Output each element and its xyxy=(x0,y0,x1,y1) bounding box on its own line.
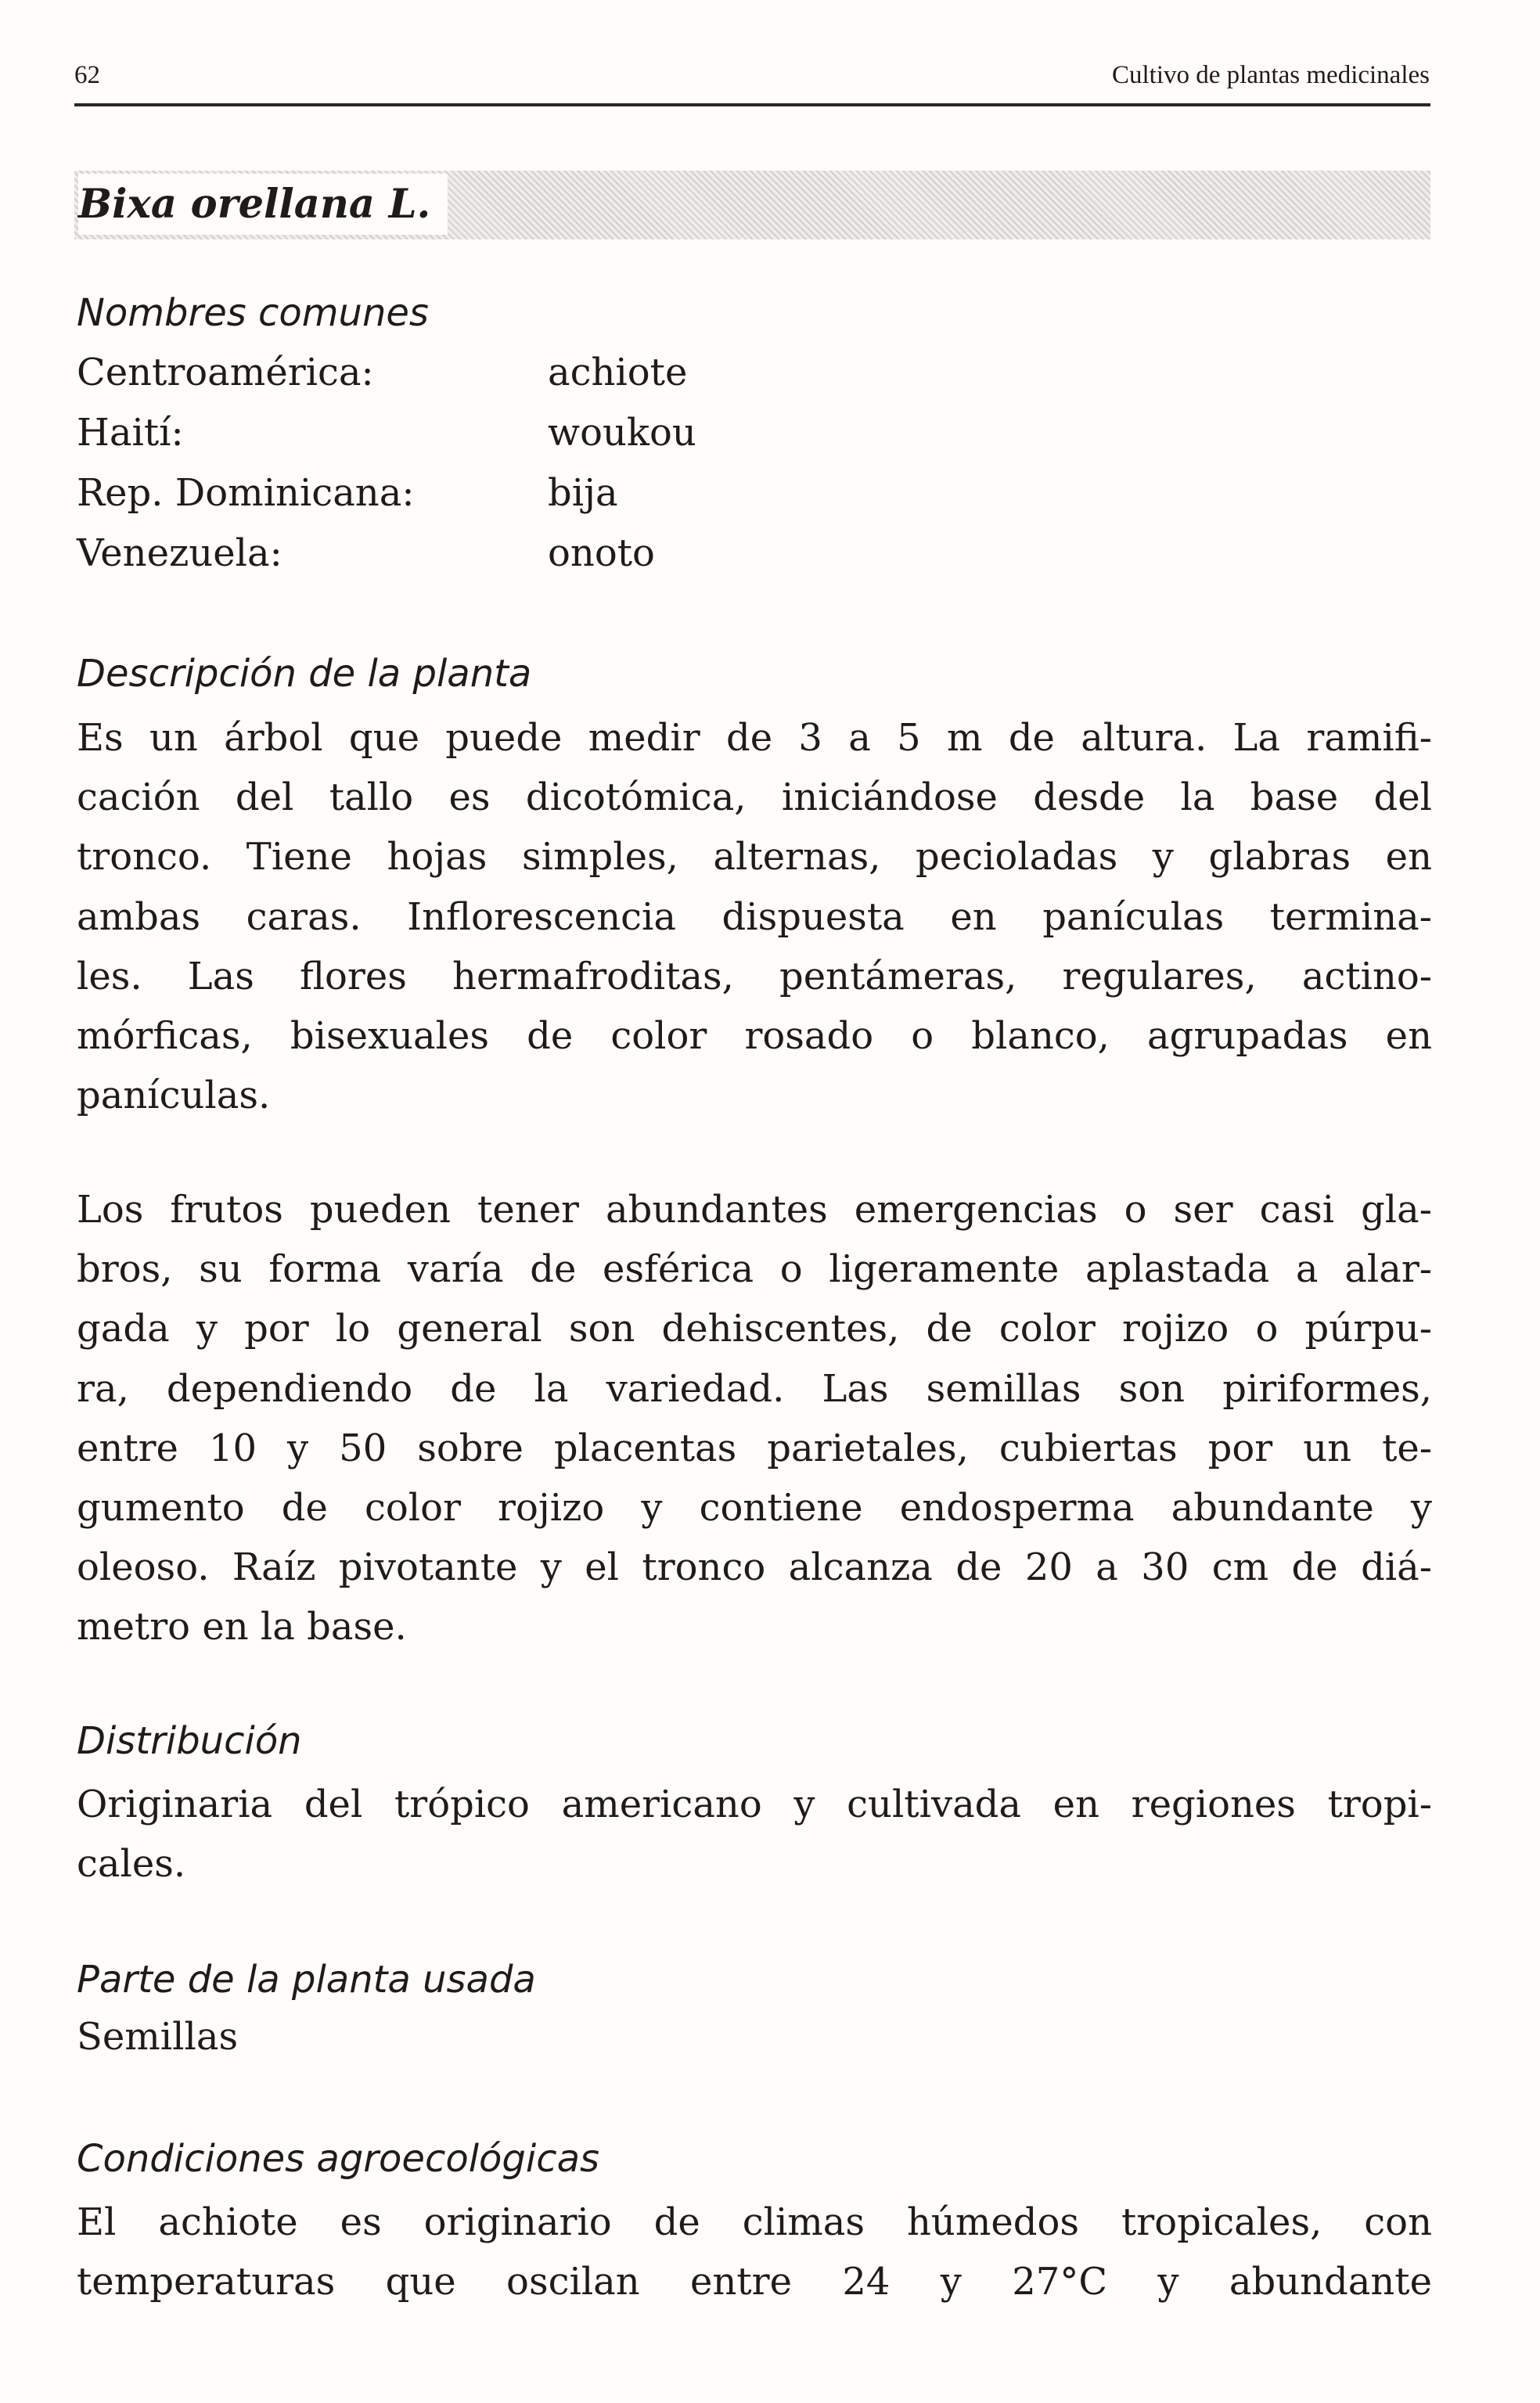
text-line: cación del tallo es dicotómica, iniciándose desde la base del xyxy=(77,775,1432,820)
text-line: les. Las flores hermafroditas, pentámeras, regulares, actino- xyxy=(77,954,1432,998)
name-value: onoto xyxy=(548,531,655,575)
description-heading: Descripción de la planta xyxy=(77,652,532,696)
page-header xyxy=(74,55,1430,102)
name-region: Haití: xyxy=(77,411,184,455)
text-line: Es un árbol que puede medir de 3 a 5 m de altura. La ramifi- xyxy=(77,716,1432,760)
name-region: Centroamérica: xyxy=(77,351,374,394)
name-value: achiote xyxy=(548,351,688,394)
text-line: gada y por lo general son dehiscentes, de color rojizo o púrpu- xyxy=(77,1307,1432,1351)
header-rule xyxy=(74,103,1430,106)
running-head: Cultivo de plantas medicinales xyxy=(1112,61,1430,89)
name-value: woukou xyxy=(548,411,696,455)
text-line: gumento de color rojizo y contiene endosperma abundante y xyxy=(77,1485,1432,1530)
text-line: entre 10 y 50 sobre placentas parietales, cubiertas por un te- xyxy=(77,1426,1432,1470)
species-title: Bixa orellana L. xyxy=(78,174,448,235)
text-line: cales. xyxy=(77,1842,186,1887)
text-line: panículas. xyxy=(77,1074,271,1118)
name-value: bija xyxy=(548,471,618,515)
text-line: El achiote es originario de climas húmedos tropicales, con xyxy=(77,2200,1432,2244)
text-line: oleoso. Raíz pivotante y el tronco alcanza de 20 a 30 cm de diá- xyxy=(77,1545,1432,1590)
distribution-heading: Distribución xyxy=(77,1719,302,1763)
text-line: mórficas, bisexuales de color rosado o blanco, agrupadas en xyxy=(77,1013,1432,1058)
text-line: temperaturas que oscilan entre 24 y 27°C y abundante xyxy=(77,2260,1432,2304)
description-paragraph-2 xyxy=(77,1180,1432,1657)
text-line: Los frutos pueden tener abundantes emergencias o ser casi gla- xyxy=(77,1188,1432,1232)
text-line: Originaria del trópico americano y cultivada en regiones tropi- xyxy=(77,1782,1432,1826)
part-used-text: Semillas xyxy=(77,2015,239,2059)
text-line: ra, dependiendo de la variedad. Las semillas son piriformes, xyxy=(77,1366,1432,1411)
text-line: tronco. Tiene hojas simples, alternas, pecioladas y glabras en xyxy=(77,835,1432,880)
part-used-heading: Parte de la planta usada xyxy=(77,1958,536,2002)
page-number: 62 xyxy=(74,61,100,89)
text-line: bros, su forma varía de esférica o ligeramente aplastada a alar- xyxy=(77,1247,1432,1292)
text-line: ambas caras. Inflorescencia dispuesta en panículas termina- xyxy=(77,894,1432,939)
agro-conditions-heading: Condiciones agroecológicas xyxy=(77,2137,600,2181)
name-region: Venezuela: xyxy=(77,531,282,575)
common-names-heading: Nombres comunes xyxy=(77,291,429,335)
text-line: metro en la base. xyxy=(77,1605,407,1649)
description-paragraph-1 xyxy=(77,708,1432,1125)
name-region: Rep. Dominicana: xyxy=(77,471,415,515)
distribution-paragraph xyxy=(77,1775,1432,1894)
agro-conditions-paragraph xyxy=(77,2193,1432,2311)
